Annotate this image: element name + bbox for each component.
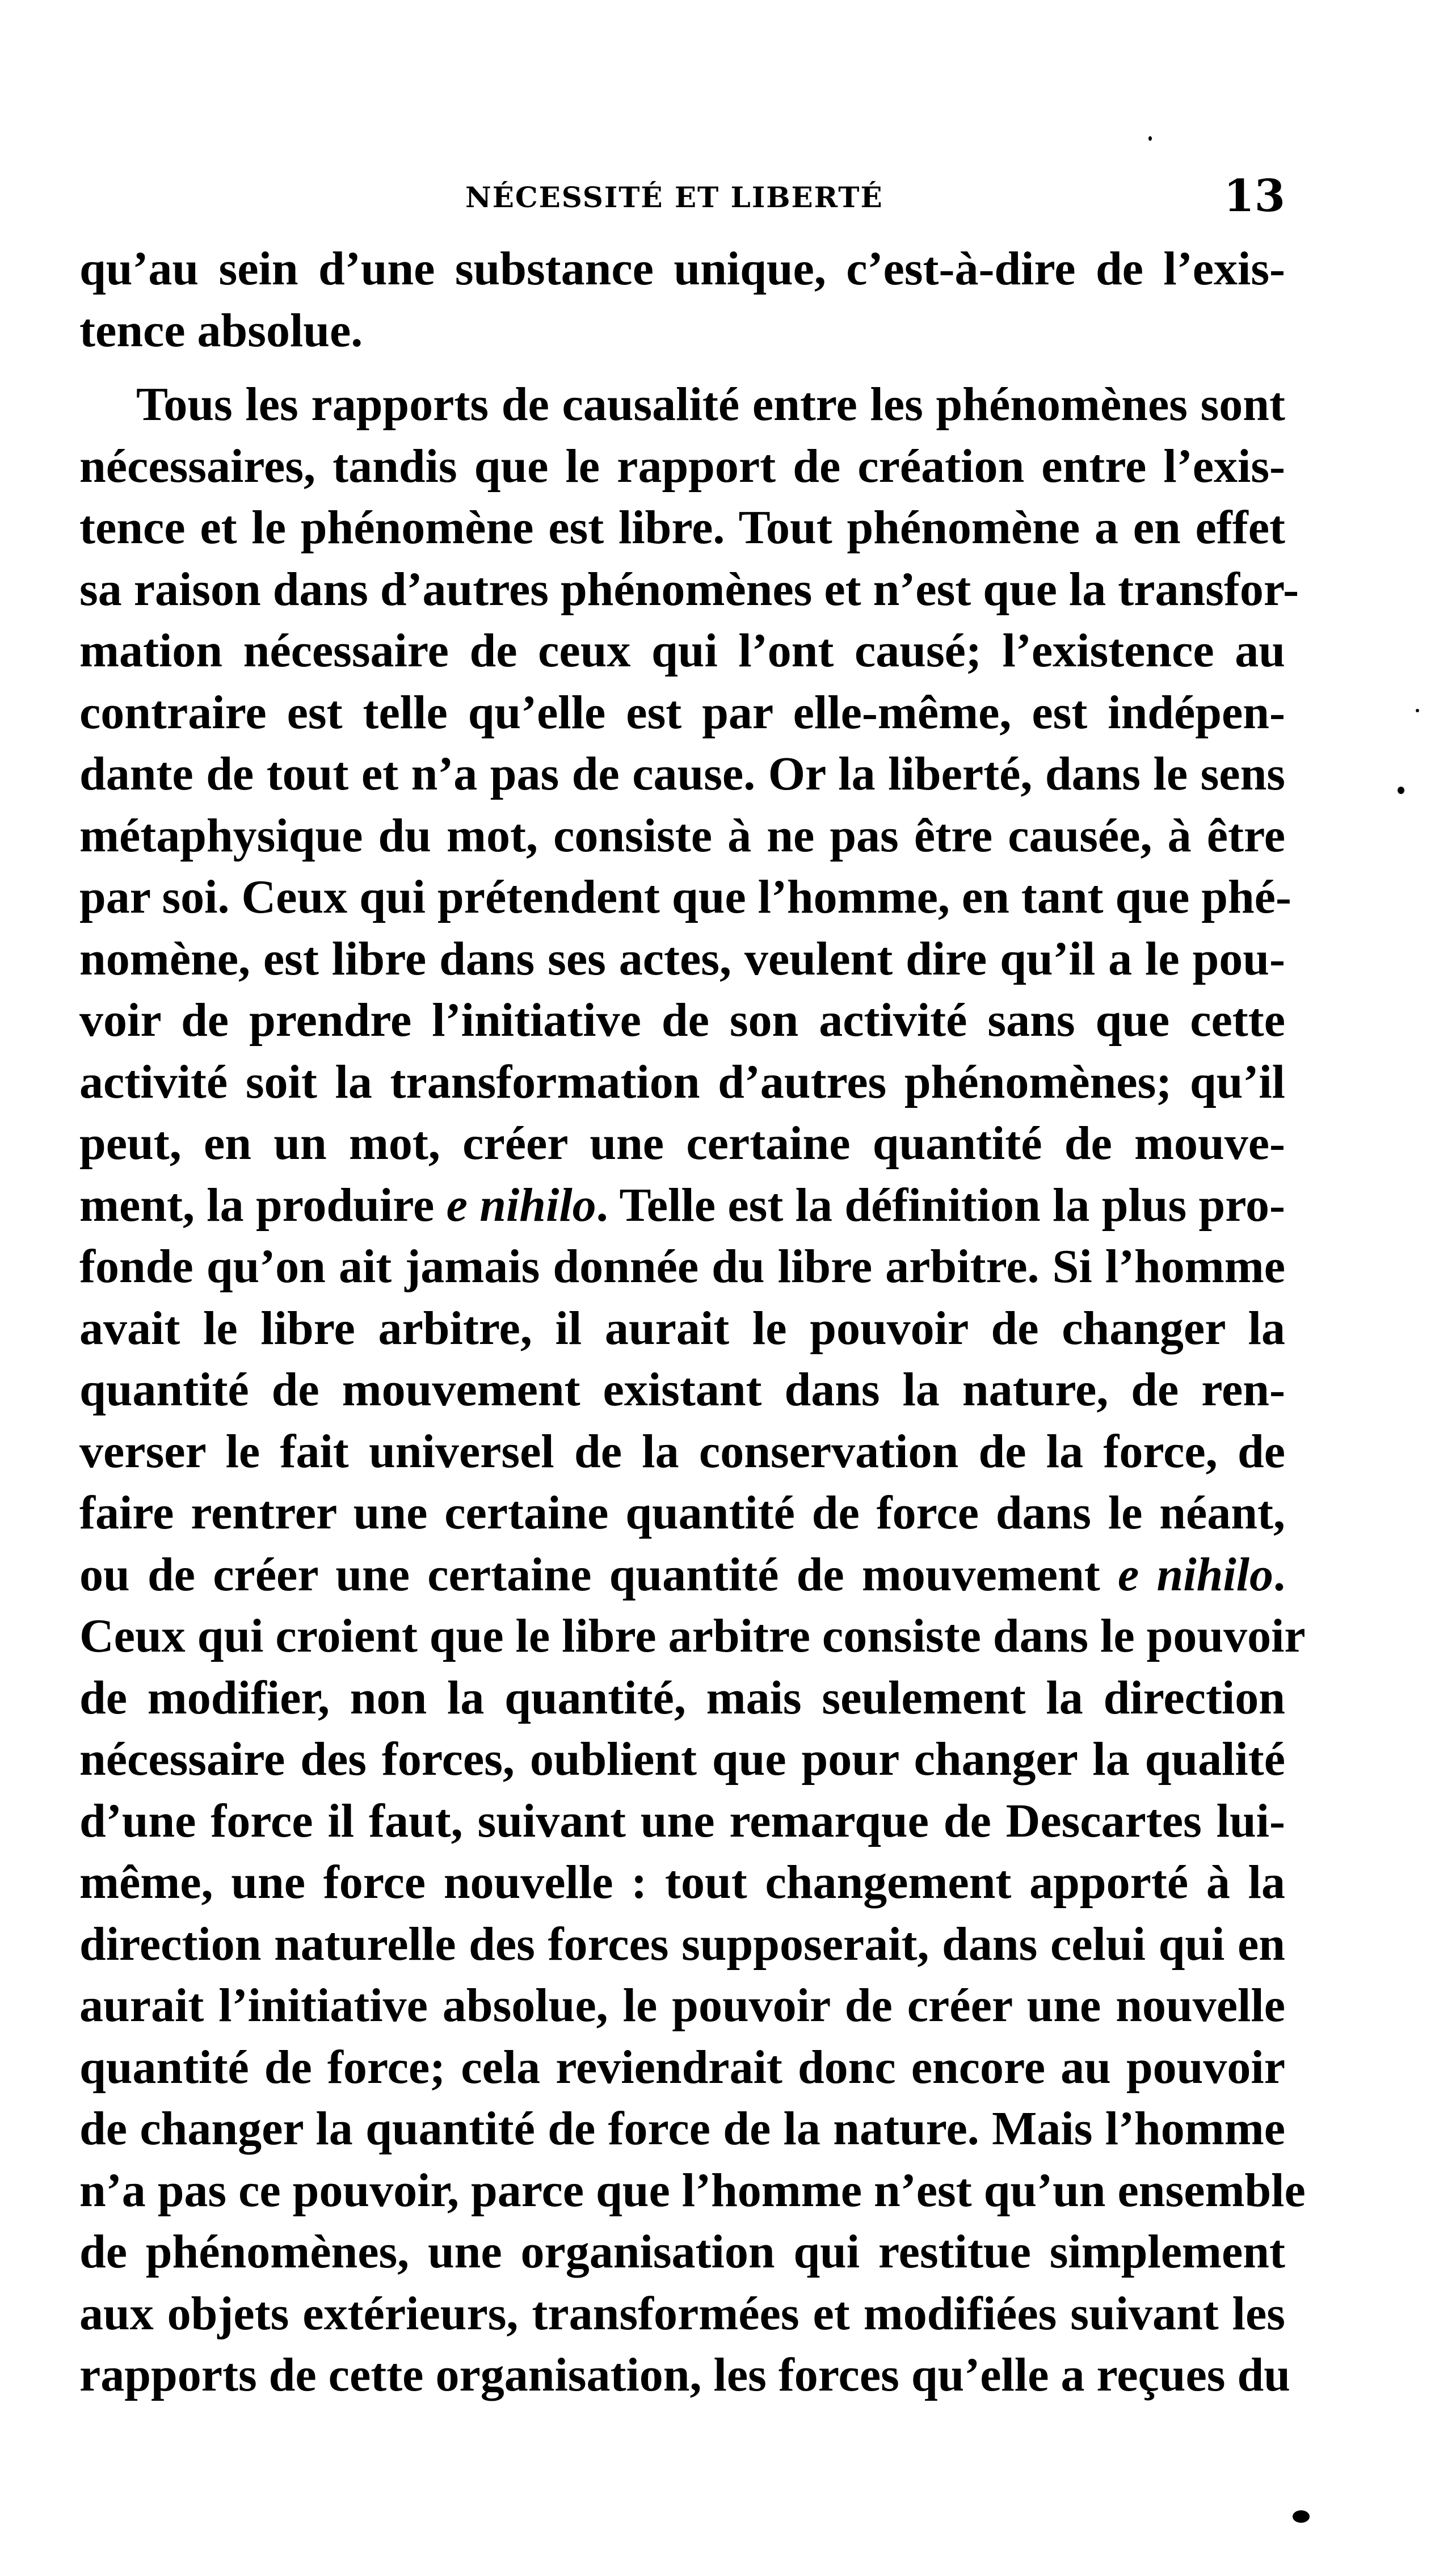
text-line: nécessaires, tandis que le rapport de création entre l’exis-: [79, 439, 1285, 493]
paragraph: [79, 238, 1285, 362]
text-line: activité soit la transformation d’autres phénomènes; qu’il: [79, 1055, 1285, 1108]
text-line: de phénomènes, une organisation qui restitue simplement: [79, 2225, 1285, 2278]
text-line: verser le fait universel de la conservation de la force, de: [79, 1425, 1285, 1478]
text-line: avait le libre arbitre, il aurait le pouvoir de changer la: [79, 1301, 1285, 1355]
text-line: de changer la quantité de force de la nature. Mais l’homme: [79, 2102, 1285, 2155]
text-line: peut, en un mot, créer une certaine quantité de mouve-: [79, 1117, 1285, 1170]
running-title: NÉCESSITÉ ET LIBERTÉ: [465, 180, 883, 214]
text-line: voir de prendre l’initiative de son activité sans que cette: [79, 994, 1285, 1047]
text-line: sa raison dans d’autres phénomènes et n’est que la transfor-: [79, 562, 1299, 616]
text-line: rapports de cette organisation, les forces qu’elle a reçues du: [79, 2349, 1290, 2401]
scan-speck: [1293, 2510, 1310, 2523]
text-line: métaphysique du mot, consiste à ne pas être causée, à être: [79, 809, 1285, 862]
text-line: aux objets extérieurs, transformées et modifiées suivant les: [79, 2287, 1285, 2340]
scan-speck: [1416, 709, 1419, 712]
text-line: quantité de force; cela reviendrait donc encore au pouvoir: [79, 2040, 1285, 2094]
text-line: nécessaire des forces, oublient que pour changer la qualité: [79, 1733, 1285, 1786]
scan-speck: [1148, 136, 1152, 141]
text-line: mation nécessaire de ceux qui l’ont causé; l’existence au: [79, 624, 1285, 677]
text-line: ment, la produire e nihilo. Telle est la définition la plus pro-: [79, 1178, 1285, 1232]
text-line: faire rentrer une certaine quantité de force dans le néant,: [79, 1486, 1285, 1539]
text-line: n’a pas ce pouvoir, parce que l’homme n’est qu’un ensemble: [79, 2164, 1306, 2217]
italic-phrase: e nihilo: [1118, 1548, 1273, 1601]
paragraph-gap: [79, 362, 1285, 374]
text-line: aurait l’initiative absolue, le pouvoir de créer une nouvelle: [79, 1979, 1285, 2032]
text-line: fonde qu’on ait jamais donnée du libre arbitre. Si l’homme: [79, 1240, 1285, 1293]
text-line: tence absolue.: [79, 304, 363, 357]
text-line: Tous les rapports de causalité entre les phénomènes sont: [136, 378, 1285, 431]
page-number: 13: [1223, 170, 1285, 222]
body-text: [79, 238, 1306, 2406]
text-line: d’une force il faut, suivant une remarque de Descartes lui-: [79, 1794, 1285, 1847]
text-line: direction naturelle des forces supposerait, dans celui qui en: [79, 1917, 1285, 1971]
scan-speck: [1398, 787, 1404, 794]
text-line: qu’au sein d’une substance unique, c’est-à-dire de l’exis-: [79, 242, 1285, 295]
text-line: de modifier, non la quantité, mais seulement la direction: [79, 1671, 1285, 1724]
paragraph: [79, 374, 1306, 2406]
italic-phrase: e nihilo: [446, 1178, 596, 1232]
text-line: contraire est telle qu’elle est par elle-même, est indépen-: [79, 686, 1285, 739]
text-line: quantité de mouvement existant dans la nature, de ren-: [79, 1363, 1285, 1416]
text-line: même, une force nouvelle : tout changement apporté à la: [79, 1856, 1285, 1909]
text-line: tence et le phénomène est libre. Tout phénomène a en effet: [79, 501, 1285, 554]
text-line: ou de créer une certaine quantité de mouvement e nihilo.: [79, 1548, 1285, 1601]
text-line: Ceux qui croient que le libre arbitre consiste dans le pouvoir: [79, 1610, 1306, 1662]
text-line: nomène, est libre dans ses actes, veulent dire qu’il a le pou-: [79, 932, 1285, 985]
running-head: [79, 170, 1285, 221]
text-line: par soi. Ceux qui prétendent que l’homme, en tant que phé-: [79, 871, 1291, 923]
text-line: dante de tout et n’a pas de cause. Or la liberté, dans le sens: [79, 747, 1285, 800]
